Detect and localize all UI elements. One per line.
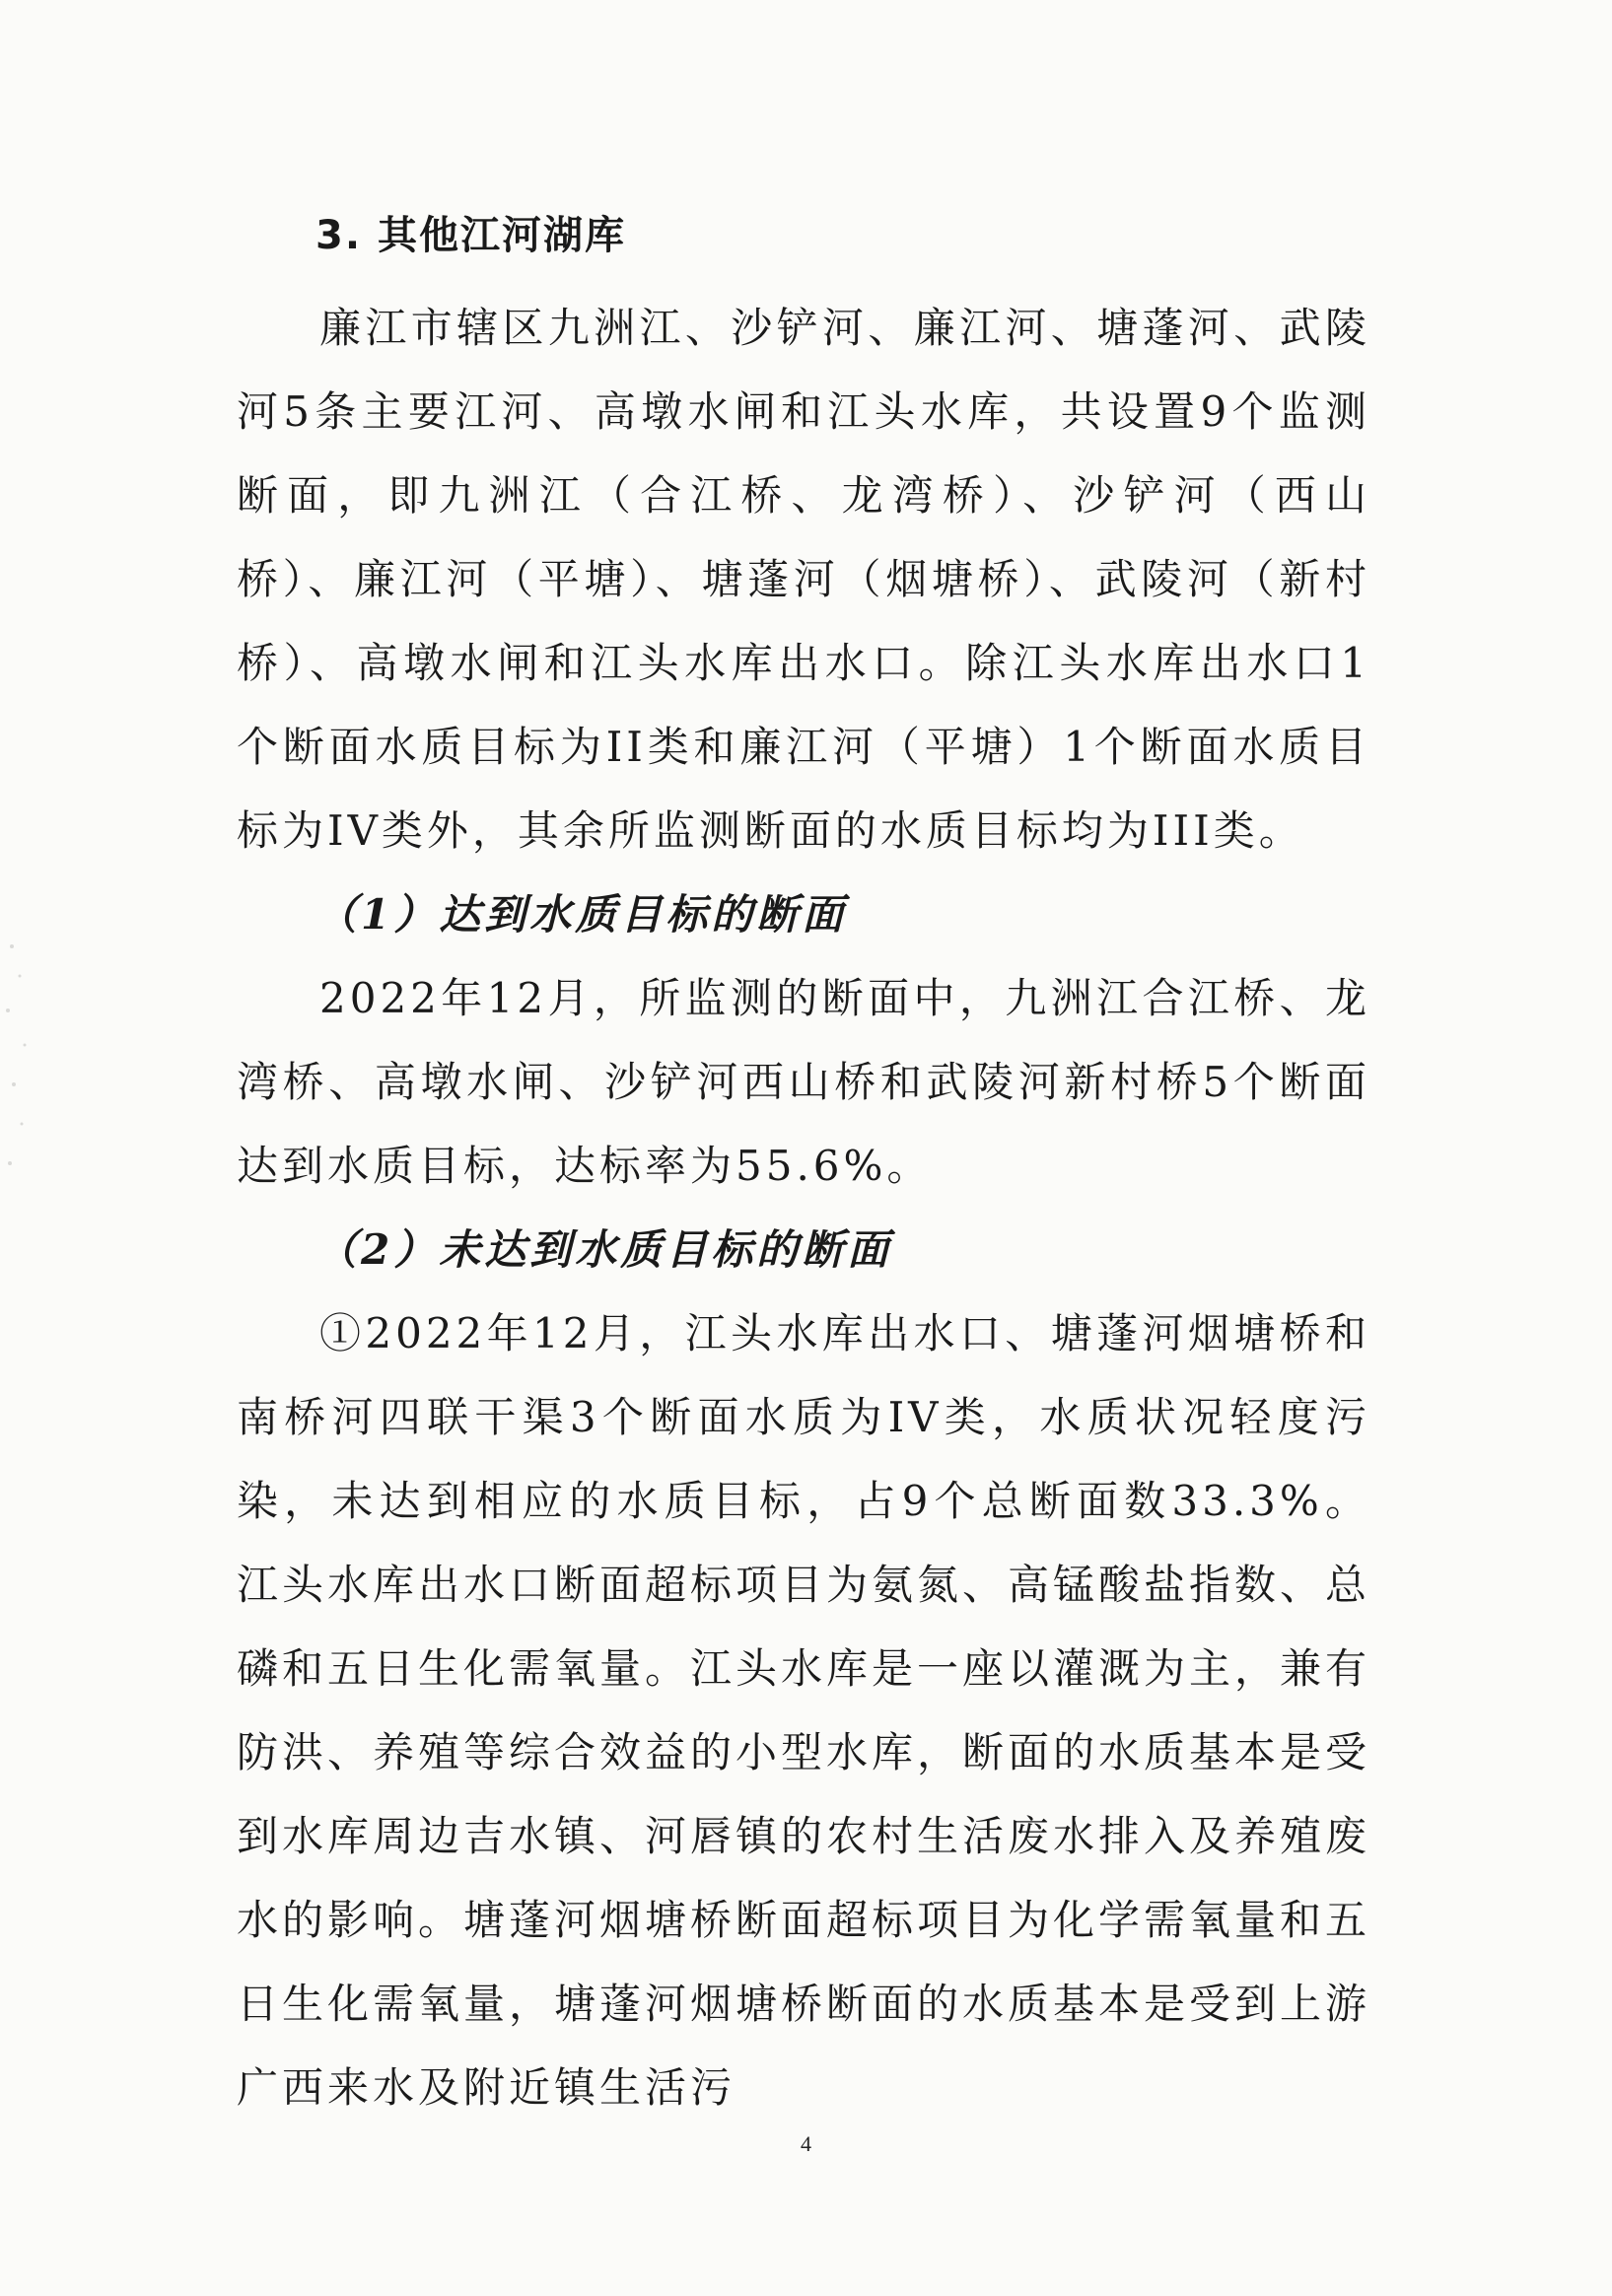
section-intro-paragraph: 廉江市辖区九洲江、沙铲河、廉江河、塘蓬河、武陵河5条主要江河、高墩水闸和江头水库，共设置9个监测断面，即九洲江（合江桥、龙湾桥）、沙铲河（西山桥）、廉江河（平塘）、塘蓬河（烟塘桥）、武陵河（新村桥）、高墩水闸和江头水库出水口。除江头水库出水口1个断面水质目标为II类和廉江河（平塘）1个断面水质目标为IV类外，其余所监测断面的水质目标均为III类。 <box>237 304 1370 855</box>
subsection-1-heading: （1）达到水质目标的断面 <box>315 890 848 939</box>
subsection-2-paragraph: ①2022年12月，江头水库出水口、塘蓬河烟塘桥和南桥河四联干渠3个断面水质为IV类，水质状况轻度污染，未达到相应的水质目标，占9个总断面数33.3%。江头水库出水口断面超标项目为氨氮、高锰酸盐指数、总磷和五日生化需氧量。江头水库是一座以灌溉为主，兼有防洪、养殖等综合效益的小型水库，断面的水质基本是受到水库周边吉水镇、河唇镇的农村生活废水排入及养殖废水的影响。塘蓬河烟塘桥断面超标项目为化学需氧量和五日生化需氧量，塘蓬河烟塘桥断面的水质基本是受到上游广西来水及附近镇生活污 <box>237 1309 1371 2112</box>
subsection-1-paragraph: 2022年12月，所监测的断面中，九洲江合江桥、龙湾桥、高墩水闸、沙铲河西山桥和武陵河新村桥5个断面达到水质目标，达标率为55.6%。 <box>237 974 1370 1190</box>
section-heading: 3. 其他江河湖库 <box>315 213 626 258</box>
subsection-2-heading: （2）未达到水质目标的断面 <box>315 1225 893 1274</box>
page-number: 4 <box>801 2131 811 2156</box>
document-body <box>237 202 1370 2129</box>
scan-speckle-mark <box>0 917 49 1193</box>
